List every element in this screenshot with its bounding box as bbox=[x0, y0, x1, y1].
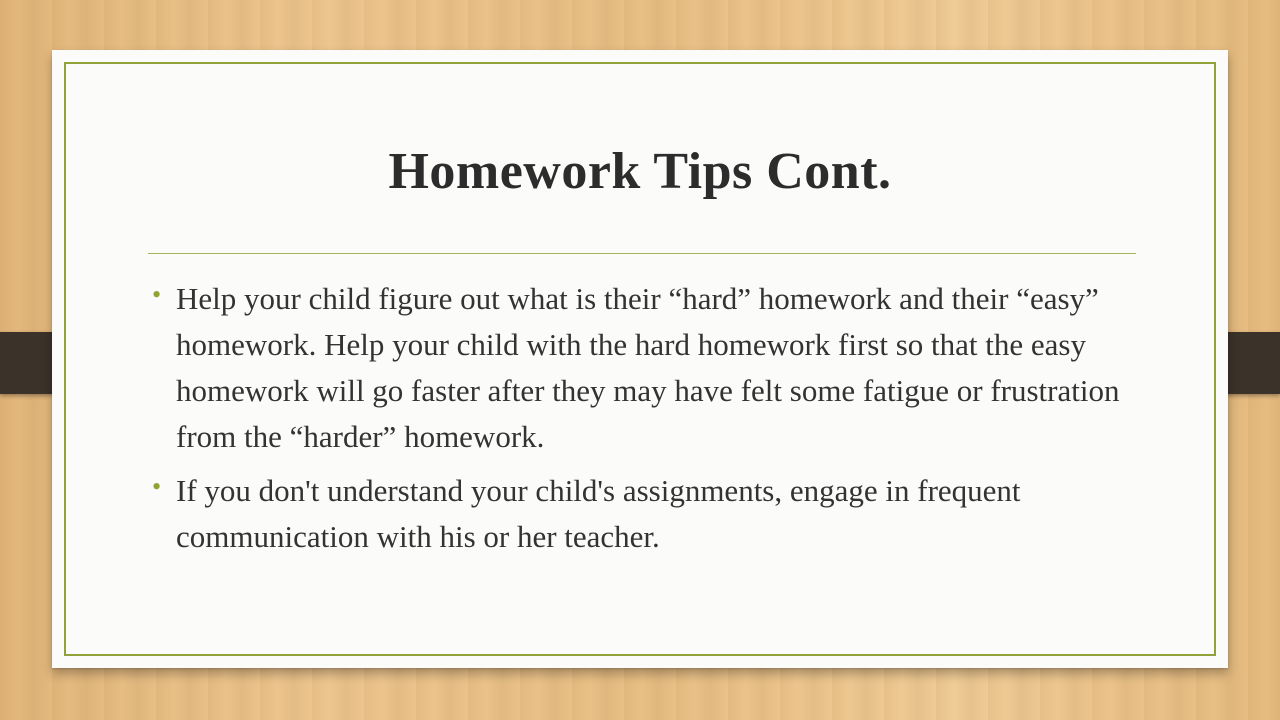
slide-title: Homework Tips Cont. bbox=[388, 143, 892, 200]
bullet-dot-icon: • bbox=[152, 280, 162, 309]
bullet-item-2 bbox=[146, 468, 1126, 560]
bullet-list bbox=[146, 276, 1126, 568]
slide-paper bbox=[52, 50, 1228, 668]
bullet-text-2: If you don't understand your child's assignments, engage in frequent communication with his or her teacher. bbox=[176, 473, 1021, 554]
title-divider bbox=[148, 253, 1136, 254]
bullet-text-1: Help your child figure out what is their “hard” homework and their “easy” homework. Help your child with the hard homework first so that the easy homework will go faster after they may have felt some fatigue or frustration from the “harder” homework. bbox=[176, 281, 1120, 454]
bullet-dot-icon: • bbox=[152, 472, 162, 501]
bullet-item-1 bbox=[146, 276, 1126, 460]
